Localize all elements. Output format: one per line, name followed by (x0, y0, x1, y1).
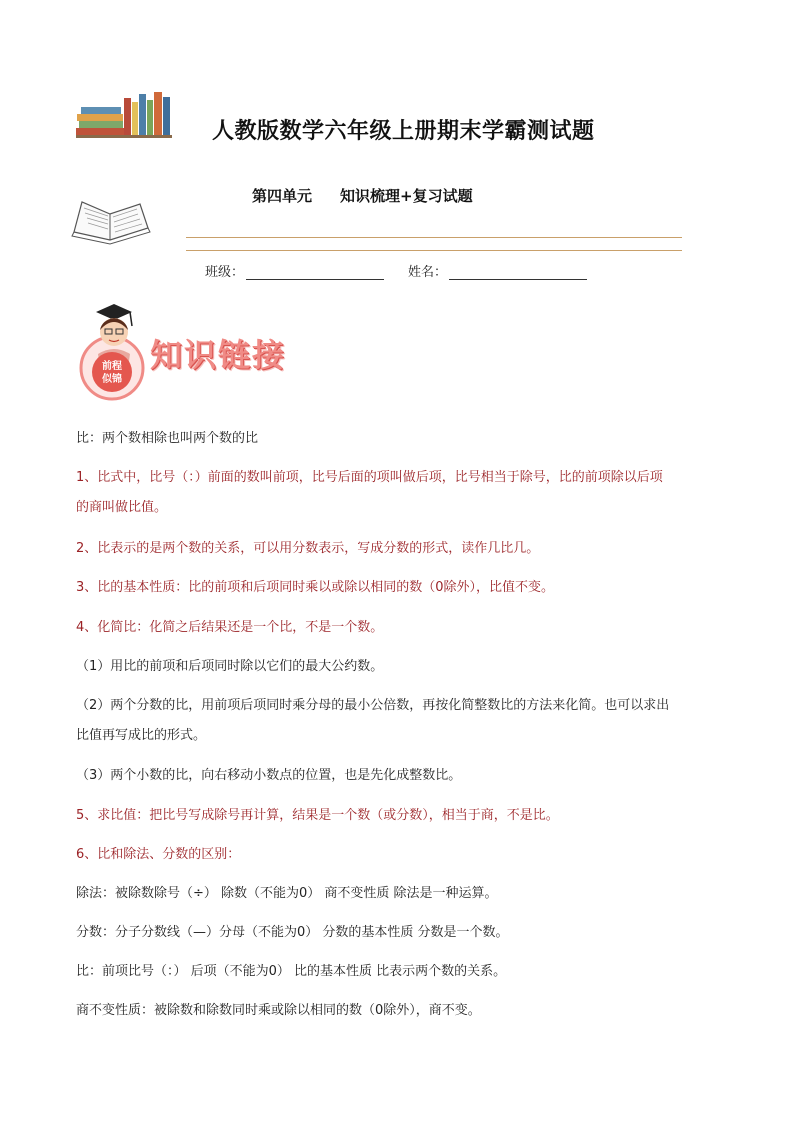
subtitle-label: 知识梳理+复习试题 (340, 187, 473, 205)
divider-line (186, 250, 682, 251)
open-book-icon (70, 196, 152, 246)
badge-line1: 前程 (102, 361, 122, 372)
badge-line2: 似锦 (102, 374, 122, 385)
content-line: （3）两个小数的比，向右移动小数点的位置，也是先化成整数比。 (76, 768, 462, 783)
content-line: 比：两个数相除也叫两个数的比 (76, 431, 259, 446)
content-line: 4、化简比：化简之后结果还是一个比，不是一个数。 (76, 620, 384, 635)
content-line: 3、比的基本性质：比的前项和后项同时乘以或除以相同的数（0除外），比值不变。 (76, 580, 555, 595)
name-field (408, 261, 587, 280)
content-line: 的商叫做比值。 (76, 500, 168, 515)
section-banner-title: 知识链接 (150, 336, 287, 374)
page-title: 人教版数学六年级上册期末学霸测试题 (212, 118, 595, 144)
class-field (205, 261, 384, 280)
content-line: 除法：被除数除号（÷） 除数（不能为0） 商不变性质 除法是一种运算。 (76, 886, 498, 901)
content-line: 比值再写成比的形式。 (76, 728, 207, 743)
name-blank[interactable] (449, 265, 587, 280)
content-line: 比：前项比号（：） 后项（不能为0） 比的基本性质 比表示两个数的关系。 (76, 964, 507, 979)
graduate-mascot-icon (74, 296, 152, 404)
content-line: （1）用比的前项和后项同时除以它们的最大公约数。 (76, 659, 384, 674)
class-blank[interactable] (246, 265, 384, 280)
unit-label: 第四单元 (252, 187, 313, 205)
content-line: 2、比表示的是两个数的关系，可以用分数表示，写成分数的形式，读作几比几。 (76, 541, 540, 556)
unit-subtitle (252, 185, 473, 206)
content-line: 5、求比值：把比号写成除号再计算，结果是一个数（或分数），相当于商，不是比。 (76, 808, 559, 823)
content-line: 1、比式中，比号（：）前面的数叫前项，比号后面的项叫做后项，比号相当于除号，比的前项除以后项 (76, 470, 663, 485)
divider-line (186, 237, 682, 238)
content-line: 6、比和除法、分数的区别： (76, 847, 241, 862)
books-illustration (76, 92, 176, 142)
class-label: 班级： (205, 265, 245, 280)
content-line: 分数：分子分数线（—）分母（不能为0） 分数的基本性质 分数是一个数。 (76, 925, 509, 940)
content-line: （2）两个分数的比，用前项后项同时乘分母的最小公倍数，再按化简整数比的方法来化简。也可以求出 (76, 698, 670, 713)
name-label: 姓名： (408, 265, 448, 280)
content-line: 商不变性质：被除数和除数同时乘或除以相同的数（0除外），商不变。 (76, 1003, 481, 1018)
